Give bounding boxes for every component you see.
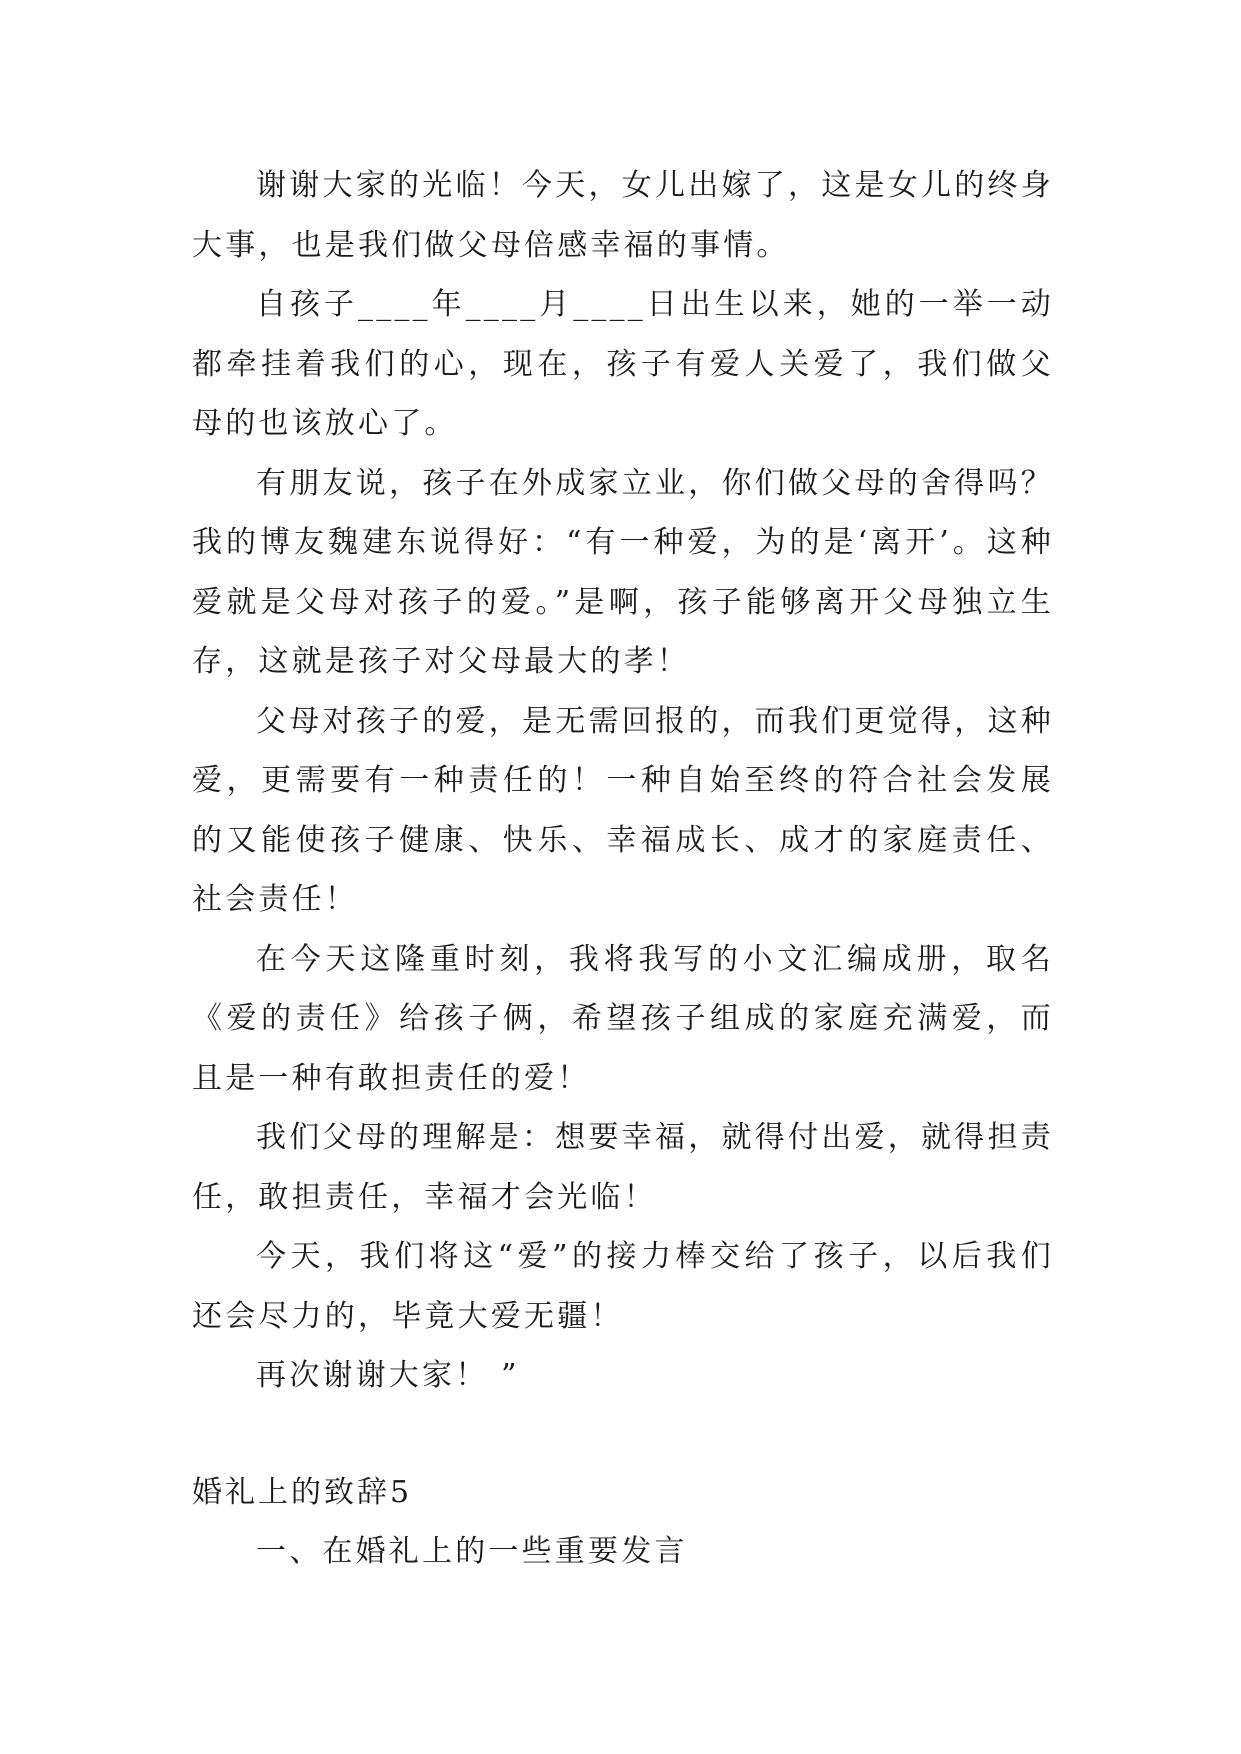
section-first-line: 一、在婚礼上的一些重要发言 — [256, 1534, 688, 1569]
paragraph-thanks: 谢谢大家的光临！今天，女儿出嫁了，这是女儿的终身大事，也是我们做父母倍感幸福的事情。 — [192, 168, 1054, 263]
paragraph-baton: 今天，我们将这“爱”的接力棒交给了孩子，以后我们还会尽力的，毕竟大爱无疆！ — [192, 1239, 1054, 1334]
section-title: 婚礼上的致辞5 — [192, 1474, 413, 1510]
paragraph-understanding: 我们父母的理解是：想要幸福，就得付出爱，就得担责任，敢担责任，幸福才会光临！ — [192, 1120, 1054, 1215]
paragraph-responsibility: 父母对孩子的爱，是无需回报的，而我们更觉得，这种爱，更需要有一种责任的！一种自始至终的符合社会发展的又能使孩子健康、快乐、幸福成长、成才的家庭责任、社会责任！ — [192, 703, 1054, 917]
paragraph-birth: 自孩子____年____月____日出生以来，她的一举一动都牵挂着我们的心，现在，孩子有爱人关爱了，我们做父母的也该放心了。 — [192, 287, 1054, 441]
paragraph-booklet: 在今天这隆重时刻，我将我写的小文汇编成册，取名《爱的责任》给孩子俩，希望孩子组成的家庭充满爱，而且是一种有敢担责任的爱！ — [192, 941, 1054, 1096]
section-spacer — [192, 1406, 1054, 1463]
paragraph-friends: 有朋友说，孩子在外成家立业，你们做父母的舍得吗？我的博友魏建东说得好：“有一种爱，为的是‘离开’。这种爱就是父母对孩子的爱。”是啊，孩子能够离开父母独立生存，这就是孩子对父母最大的孝！ — [192, 465, 1054, 679]
paragraph-closing: 再次谢谢大家！ ” — [256, 1358, 520, 1393]
document-body — [192, 156, 1054, 1582]
